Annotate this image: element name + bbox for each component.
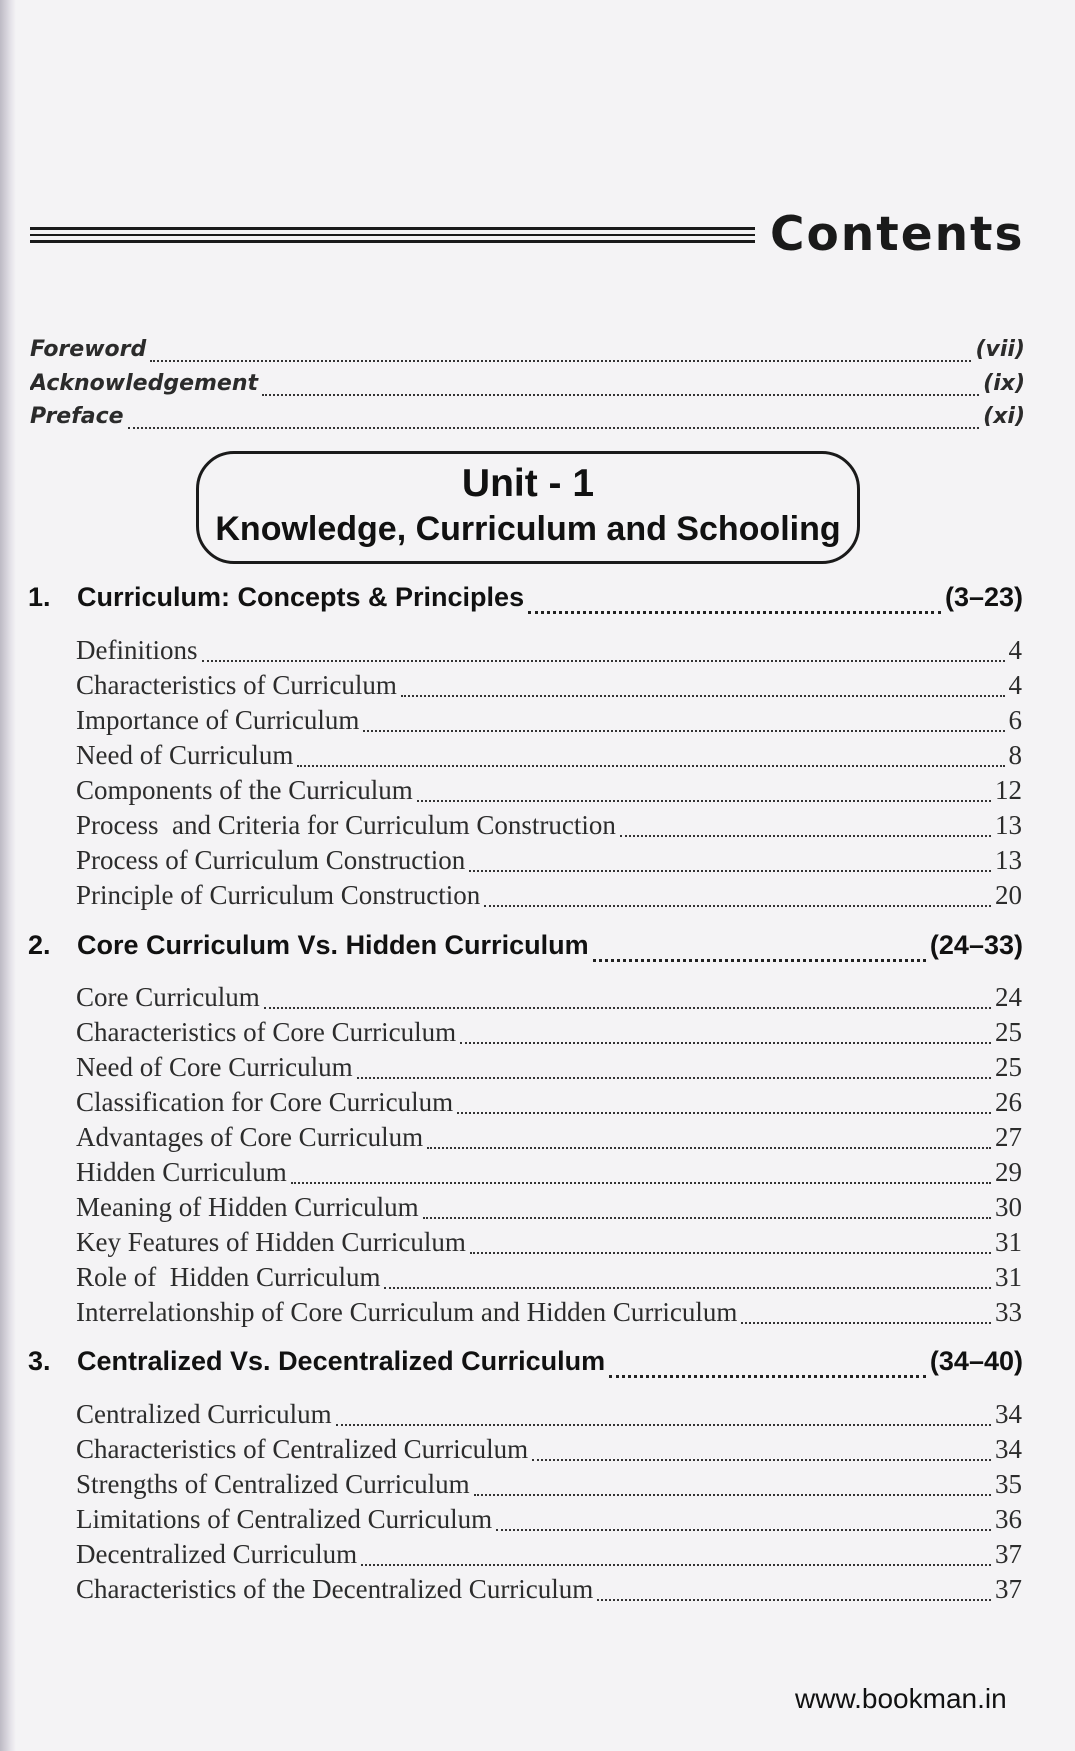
dot-leader	[457, 1112, 991, 1114]
unit-number: Unit - 1	[461, 462, 595, 505]
dot-leader	[423, 1217, 991, 1219]
toc-section-entry[interactable]	[76, 1539, 1022, 1573]
section-label: Characteristics of the Decentralized Curriculum	[76, 1574, 594, 1604]
dot-leader	[597, 1599, 991, 1601]
toc-entry-label: Foreword	[30, 337, 147, 362]
dot-leader	[528, 611, 941, 614]
dot-leader	[401, 695, 1005, 697]
toc-entry-page: (xi)	[983, 404, 1025, 429]
dot-leader	[593, 959, 926, 962]
section-page: 27	[995, 1122, 1022, 1152]
toc-section-entry[interactable]	[76, 1504, 1022, 1538]
section-label: Hidden Curriculum	[76, 1157, 287, 1187]
section-label: Process and Criteria for Curriculum Construction	[76, 810, 616, 840]
dot-leader	[417, 800, 991, 802]
chapter-title: Core Curriculum Vs. Hidden Curriculum	[77, 930, 589, 960]
toc-entry-page: (ix)	[983, 371, 1025, 396]
toc-section-entry[interactable]	[76, 1087, 1022, 1121]
section-label: Meaning of Hidden Curriculum	[76, 1192, 419, 1222]
section-label: Characteristics of Core Curriculum	[76, 1017, 457, 1047]
toc-chapter-3[interactable]	[28, 1346, 1023, 1386]
dot-leader	[363, 730, 1004, 732]
section-page: 33	[995, 1297, 1022, 1327]
section-label: Need of Core Curriculum	[76, 1052, 353, 1082]
dot-leader	[474, 1494, 991, 1496]
section-page: 31	[995, 1227, 1022, 1257]
toc-section-entry[interactable]	[76, 705, 1022, 739]
section-page: 37	[995, 1574, 1022, 1604]
section-page: 12	[995, 775, 1022, 805]
toc-chapter-2[interactable]	[28, 930, 1023, 970]
toc-section-entry[interactable]	[76, 1017, 1022, 1051]
toc-section-entry[interactable]	[76, 1192, 1022, 1226]
section-label: Importance of Curriculum	[76, 705, 360, 735]
dot-leader	[336, 1424, 991, 1426]
toc-section-entry[interactable]	[76, 670, 1022, 704]
toc-front-entry[interactable]	[30, 404, 1025, 436]
toc-section-entry[interactable]	[76, 775, 1022, 809]
section-label: Advantages of Core Curriculum	[76, 1122, 424, 1152]
section-label: Definitions	[76, 635, 198, 665]
section-label: Decentralized Curriculum	[76, 1539, 358, 1569]
toc-front-entry[interactable]	[30, 337, 1025, 369]
chapter-page-range: (24–33)	[929, 930, 1023, 960]
toc-section-entry[interactable]	[76, 845, 1022, 879]
toc-section-entry[interactable]	[76, 1297, 1022, 1331]
section-label: Strengths of Centralized Curriculum	[76, 1469, 470, 1499]
section-page: 26	[995, 1087, 1022, 1117]
toc-section-entry[interactable]	[76, 982, 1022, 1016]
dot-leader	[361, 1564, 991, 1566]
toc-section-entry[interactable]	[76, 880, 1022, 914]
toc-section-entry[interactable]	[76, 1157, 1022, 1191]
section-page: 4	[1008, 670, 1022, 700]
section-label: Principle of Curriculum Construction	[76, 880, 481, 910]
toc-section-entry[interactable]	[76, 1262, 1022, 1296]
section-page: 31	[995, 1262, 1022, 1292]
dot-leader	[357, 1077, 991, 1079]
dot-leader	[460, 1042, 991, 1044]
dot-leader	[427, 1147, 991, 1149]
page-title: Contents	[770, 207, 1025, 262]
section-page: 24	[995, 982, 1022, 1012]
section-page: 29	[995, 1157, 1022, 1187]
section-page: 8	[1008, 740, 1022, 770]
chapter-title: Centralized Vs. Decentralized Curriculum	[77, 1346, 606, 1376]
section-page: 25	[995, 1052, 1022, 1082]
unit-title: Knowledge, Curriculum and Schooling	[215, 510, 841, 548]
chapter-number: 3.	[28, 1346, 51, 1376]
section-page: 37	[995, 1539, 1022, 1569]
section-page: 35	[995, 1469, 1022, 1499]
section-label: Limitations of Centralized Curriculum	[76, 1504, 493, 1534]
publisher-url[interactable]: www.bookman.in	[795, 1683, 1007, 1714]
section-label: Role of Hidden Curriculum	[76, 1262, 381, 1292]
dot-leader	[469, 870, 991, 872]
dot-leader	[202, 660, 1005, 662]
toc-section-entry[interactable]	[76, 1399, 1022, 1433]
chapter-number: 1.	[28, 582, 51, 612]
section-page: 13	[995, 810, 1022, 840]
unit-heading-box	[196, 451, 860, 564]
toc-entry-page: (vii)	[975, 337, 1025, 362]
toc-section-entry[interactable]	[76, 740, 1022, 774]
dot-leader	[291, 1182, 991, 1184]
toc-section-entry[interactable]	[76, 635, 1022, 669]
toc-entry-label: Acknowledgement	[30, 371, 259, 396]
dot-leader	[741, 1322, 991, 1324]
page-edge-shadow	[0, 0, 16, 1751]
toc-section-entry[interactable]	[76, 1052, 1022, 1086]
toc-section-entry[interactable]	[76, 1469, 1022, 1503]
chapter-page-range: (34–40)	[929, 1346, 1023, 1376]
section-page: 13	[995, 845, 1022, 875]
section-page: 20	[995, 880, 1022, 910]
toc-entry-label: Preface	[30, 404, 124, 429]
dot-leader	[496, 1529, 991, 1531]
chapter-number: 2.	[28, 930, 51, 960]
dot-leader	[262, 394, 979, 396]
toc-section-entry[interactable]	[76, 1434, 1022, 1468]
dot-leader	[128, 427, 980, 429]
section-label: Centralized Curriculum	[76, 1399, 332, 1429]
dot-leader	[609, 1375, 926, 1378]
section-page: 36	[995, 1504, 1022, 1534]
toc-section-entry[interactable]	[76, 1122, 1022, 1156]
chapter-title: Curriculum: Concepts & Principles	[77, 582, 525, 612]
section-page: 30	[995, 1192, 1022, 1222]
section-page: 25	[995, 1017, 1022, 1047]
section-label: Need of Curriculum	[76, 740, 294, 770]
toc-section-entry[interactable]	[76, 810, 1022, 844]
section-page: 34	[995, 1399, 1022, 1429]
section-label: Core Curriculum	[76, 982, 260, 1012]
section-label: Characteristics of Curriculum	[76, 670, 397, 700]
section-page: 34	[995, 1434, 1022, 1464]
toc-chapter-1[interactable]	[28, 582, 1023, 622]
dot-leader	[532, 1459, 991, 1461]
dot-leader	[470, 1252, 991, 1254]
header-rule	[30, 227, 755, 243]
dot-leader	[150, 360, 971, 362]
section-page: 4	[1008, 635, 1022, 665]
toc-section-entry[interactable]	[76, 1574, 1022, 1608]
section-label: Interrelationship of Core Curriculum and Hidden Curriculum	[76, 1297, 738, 1327]
toc-section-entry[interactable]	[76, 1227, 1022, 1261]
dot-leader	[484, 905, 991, 907]
chapter-page-range: (3–23)	[944, 582, 1023, 612]
section-page: 6	[1008, 705, 1022, 735]
dot-leader	[297, 765, 1004, 767]
section-label: Components of the Curriculum	[76, 775, 413, 805]
dot-leader	[384, 1287, 991, 1289]
dot-leader	[620, 835, 991, 837]
dot-leader	[264, 1007, 991, 1009]
section-label: Characteristics of Centralized Curriculum	[76, 1434, 529, 1464]
section-label: Process of Curriculum Construction	[76, 845, 466, 875]
toc-front-entry[interactable]	[30, 371, 1025, 403]
section-label: Key Features of Hidden Curriculum	[76, 1227, 466, 1257]
section-label: Classification for Core Curriculum	[76, 1087, 454, 1117]
